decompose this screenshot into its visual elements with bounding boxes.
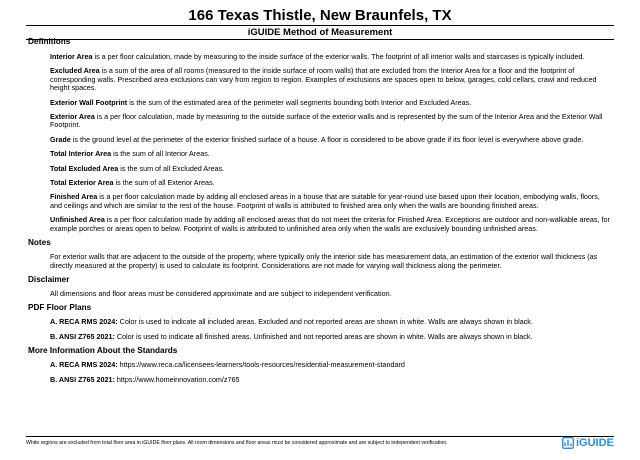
title-rule [26, 25, 614, 26]
pdf-floor-plans-item-reca: A. RECA RMS 2024: Color is used to indicate all included areas. Excluded and not reported areas are shown in white. Walls are always shown in black. [50, 317, 533, 327]
disclaimer-text: All dimensions and floor areas must be considered approximate and are subject to independent verification. [50, 288, 392, 298]
definition-total-exterior-area: Total Exterior Area is the sum of all Exterior Areas. [50, 178, 215, 188]
definition-exterior-area: Exterior Area is a per floor calculation, made by measuring to the outside surface of the exterior walls and is represented by the sum of the Interior Area and the Exterior Wall Footprint. [50, 112, 603, 130]
definition-excluded-area: Excluded Area is a sum of the area of all rooms (measured to the inside surface of room walls) that are excluded from the Interior Area for a floor and the footprint of corresponding walls. Prescribed area exclusions can vary from region to region. Examples of exclusions are spaces open to below, garages, cold cellars, crawl and reduced height spaces. [50, 66, 597, 93]
more-info-heading: More Information About the Standards [28, 346, 178, 356]
definition-total-excluded-area: Total Excluded Area is the sum of all Excluded Areas. [50, 163, 225, 173]
footer-note: White regions are excluded from total floor area in iGUIDE floor plans. All room dimensions and floor areas must be considered approximate and are subject to independent verification. [26, 440, 448, 446]
definition-unfinished-area: Unfinished Area is a per floor calculation made by adding all enclosed areas that do not meet the criteria for Finished Area. Exceptions are outdoor and non-walkable areas, for example porches or areas open to below. Footprint of walls is attributed to unfinished area only when the walls are exclusively bounding unfinished areas. [50, 215, 610, 233]
pdf-floor-plans-heading: PDF Floor Plans [28, 303, 92, 313]
definition-interior-area: Interior Area is a per floor calculation, made by measuring to the inside surface of the exterior walls. The footprint of all interior walls and staircases is typically included. [50, 52, 585, 61]
disclaimer-heading: Disclaimer [28, 274, 70, 284]
iguide-logo [562, 436, 614, 450]
document-body [28, 37, 612, 384]
pdf-floor-plans-item-ansi: B. ANSI Z765 2021: Color is used to indicate all finished areas. Unfinished and not reported areas are shown in white. Walls are always shown in black. [50, 331, 533, 341]
reca-link[interactable]: https://www.reca.ca/licensees-learners/tools-resources/residential-measurement-standard [117, 360, 405, 370]
definitions-heading: Definitions [28, 37, 71, 46]
more-info-item-ansi: B. ANSI Z765 2021: https://www.homeinnovation.com/z765 [50, 374, 240, 384]
more-info-item-reca: A. RECA RMS 2024: https://www.reca.ca/licensees-learners/tools-resources/residential-measurement-standard [50, 360, 405, 370]
page-title: 166 Texas Thistle, New Braunfels, TX [188, 7, 452, 24]
footer-rule [26, 436, 614, 437]
notes-text: For exterior walls that are adjacent to the outside of the property, where typically only the interior side has measurement data, an estimation of the exterior wall thickness (as directly measured at the property) is used to calculate its footprint. Considerations are not made for varying wall thickness along the perimeter. [50, 252, 598, 270]
iguide-logo-icon [562, 437, 574, 449]
definition-grade: Grade is the ground level at the perimeter of the exterior finished surface of a house. A floor is considered to be above grade if its floor level is everywhere above grade. [50, 134, 584, 144]
definition-total-interior-area: Total Interior Area is the sum of all Interior Areas. [50, 149, 210, 159]
ansi-link[interactable]: https://www.homeinnovation.com/z765 [114, 374, 240, 384]
notes-heading: Notes [28, 238, 51, 248]
iguide-logo-text: iGUIDE [576, 437, 614, 449]
definition-finished-area: Finished Area is a per floor calculation made by adding all enclosed areas in a house that are suitable for year-round use based upon their location, embodying walls, floors, and ceilings and which are similar to the rest of the house. Footprint of walls is attributed to finished area only when the walls are bounding finished areas. [50, 192, 600, 210]
page-subtitle: iGUIDE Method of Measurement [247, 27, 393, 38]
definition-exterior-wall-footprint: Exterior Wall Footprint is the sum of the estimated area of the perimeter wall segments bounding both Interior and Excluded Areas. [50, 97, 472, 107]
